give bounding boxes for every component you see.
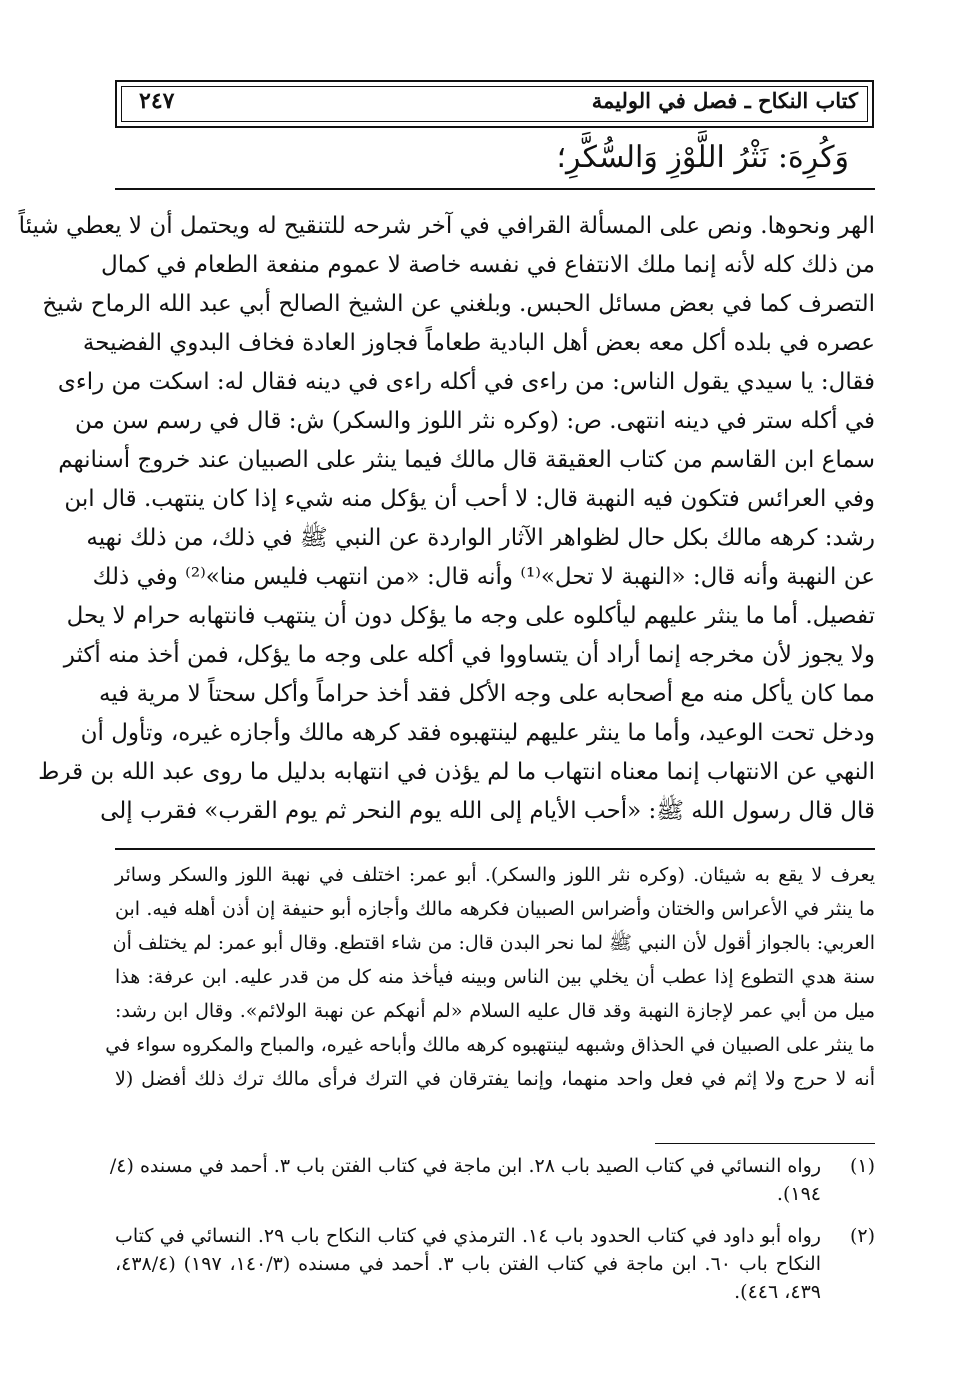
footnote-separator <box>655 1143 875 1144</box>
commentary-line: عن النهبة وأنه قال: «النهبة لا تحل»⁽¹⁾ وأنه قال: «من انتهب فليس منا»⁽²⁾ وفي ذلك <box>92 564 875 590</box>
commentary-line: تفصيل. أما ما ينثر عليهم ليأكلوه على وجه ما يؤكل دون أن ينتهب فانتهابه حرام لا يحل <box>66 603 875 629</box>
lower-commentary-separator <box>115 848 875 850</box>
lower-commentary-line: ما ينثر في الأعراس والختان وأضراس الصبيان فكرهه مالك وأجازه أبو حنيفة إن أذن أهله فيه. ابن <box>115 898 875 920</box>
lower-commentary-line: ما ينثر على الصبيان في الحذاق وشبهه لينتهبوه كرهه مالك وأباحه غيره، والمباح والمكروه سواء في <box>105 1034 875 1056</box>
lower-commentary-line: ميل من أبي عمر لإجازة النهبة وقد قال عليه السلام «لم أنهكم عن نهبة الولائم». وقال ابن رشد: <box>115 1000 875 1022</box>
header-title: كتاب النكاح ـ فصل في الوليمة <box>591 88 858 113</box>
commentary-line: في أكله ستر في دينه انتهى. ص: (وكره نثر اللوز والسكر) ش: قال في رسم سن من <box>75 408 875 434</box>
footnote-line: النكاح باب ٦٠. ابن ماجة في كتاب الفتن باب ٣. أحمد في مسنده (١٤٠/٣، ١٩٧) (٤٣٨/٤، <box>115 1253 821 1275</box>
commentary-line: ولا يجوز لأن مخرجه إنما أراد أن يتساووا في أكله على وجه ما يؤكل، فمن أخذ منه أكثر <box>63 642 875 668</box>
footnote-line: ٤٣٩، ٤٤٦). <box>734 1281 821 1303</box>
matn-separator <box>115 188 875 190</box>
lower-commentary-line: يعرف لا يقع به شيئان. (وكره نثر اللوز والسكر). أبو عمر: اختلف في نهبة اللوز والسكر وسائر <box>115 864 875 886</box>
commentary-line: فقال: يا سيدي يقول الناس: من راءى في أكله راءى في دينه فقال له: اسكت من راءى <box>57 369 875 395</box>
commentary-line: رشد: كرهه مالك بكل حال لظواهر الآثار الواردة عن النبي ﷺ في ذلك، من ذلك نهيه <box>86 525 875 551</box>
running-header <box>115 80 874 128</box>
commentary-line: قال قال رسول الله ﷺ: «أحب الأيام إلى الله يوم النحر ثم يوم القرب» فقرب إلى <box>100 798 875 824</box>
footnote-number: (١) <box>849 1155 875 1177</box>
commentary-line: مما كان يأكل منه مع أصحابه على وجه الأكل فقد أخذ حراماً وأكل سحتاً لا مرية فيه <box>99 681 875 707</box>
commentary-line: وفي العرائس فتكون فيه النهبة قال: لا أحب أن يؤكل منه شيء إذا كان ينتهب. قال ابن <box>64 486 875 512</box>
commentary-line: الهر ونحوها. ونص على المسألة القرافي في آخر شرحه للتنقيح له ويحتمل أن لا يعطي شيئاً <box>18 213 875 239</box>
commentary-line: ودخل تحت الوعيد، وأما ما ينثر عليهم لينتهبوه فقد كرهه مالك وأجازه غيره، وتأول أن <box>80 720 875 746</box>
commentary-line: سماع ابن القاسم من كتاب العقيقة قال مالك فيما ينثر على الصبيان عند خروج أسنانهم <box>58 447 875 473</box>
page-number: ٢٤٧ <box>139 88 175 114</box>
lower-commentary-line: أنه لا حرج ولا إثم في فعل واحد منهما، وإنما يفترقان في الترك فرأى مالك ترك ذلك أفضل (لا <box>115 1068 875 1090</box>
footnote-line: ١٩٤). <box>776 1183 821 1205</box>
commentary-line: النهي عن الانتهاب إنما معناه انتهاب ما لم يؤذن في انتهابه بدليل ما روى عبد الله بن قرط <box>38 759 875 785</box>
footnote-line: رواه أبو داود في كتاب الحدود باب ١٤. الترمذي في كتاب النكاح باب ٢٩. النسائي في كتاب <box>115 1225 821 1247</box>
lower-commentary-line: سنة هدي التطوع إذا عطب أن يخلي بين الناس وبينه فيأخذ منه كل من قدر عليه. ابن عرفة: هذا <box>115 966 875 988</box>
matn-text: وَكُرِهَ: نَثْرُ اللَّوْزِ وَالسُّكَّرِ؛ <box>556 140 849 175</box>
footnote-line: رواه النسائي في كتاب الصيد باب ٢٨. ابن ماجة في كتاب الفتن باب ٣. أحمد في مسنده (٤/ <box>109 1155 821 1177</box>
lower-commentary-line: العربي: بالجواز أقول لأن النبي ﷺ لما نحر البدن قال: من شاء اقتطع. وقال أبو عمر: لم يختلف أن <box>112 932 875 954</box>
commentary-line: من ذلك كله لأنه إنما ملك الانتفاع في نفسه خاصة لا عموم منفعة الطعام في كمال <box>101 252 875 278</box>
commentary-line: التصرف كما في بعض مسائل الحبس. وبلغني عن الشيخ الصالح أبي عبد الله الرماح شيخ <box>42 291 875 317</box>
commentary-line: عصره في بلده أكل معه بعض أهل البادية طعاماً فجاوز العادة فخاف البدوي الفضيحة <box>82 330 875 356</box>
footnote-number: (٢) <box>849 1225 875 1247</box>
